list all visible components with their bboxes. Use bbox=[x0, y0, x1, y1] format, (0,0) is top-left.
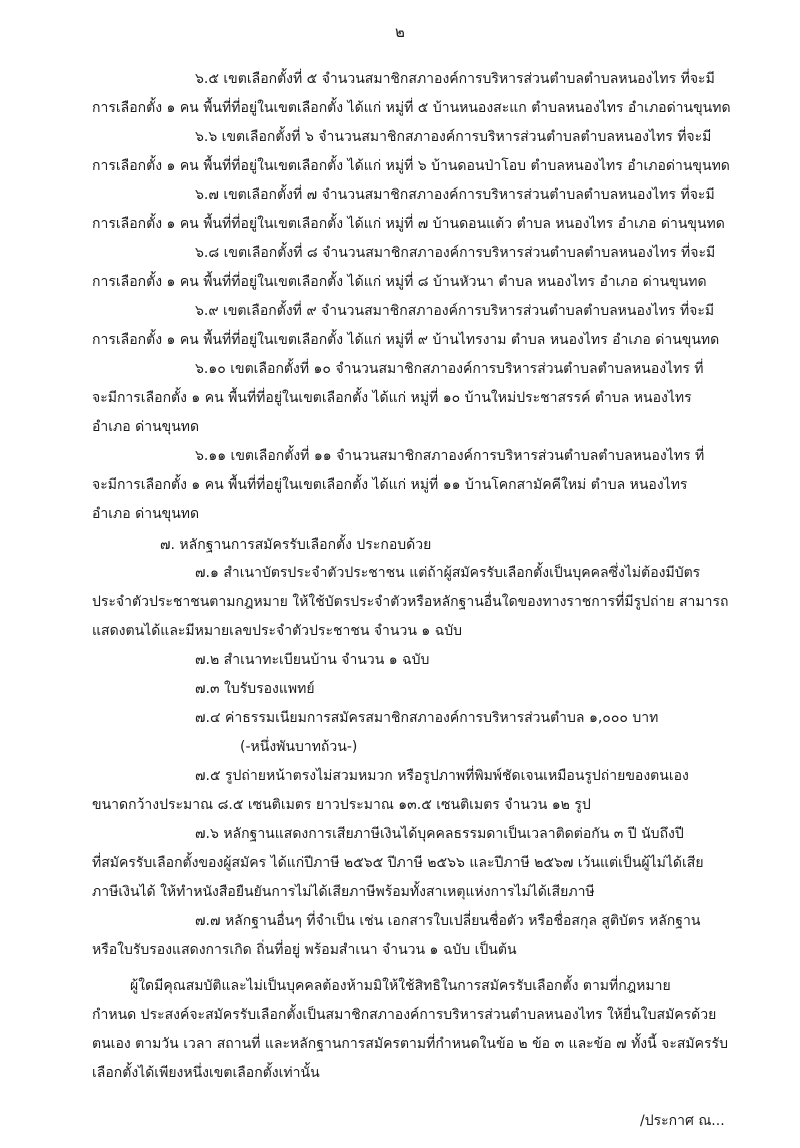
item-6-5-line-1: ๖.๕ เขตเลือกตั้งที่ ๕ จำนวนสมาชิกสภาองค์การบริหารส่วนตำบลตำบลหนองไทร ที่จะมี bbox=[195, 71, 715, 87]
item-6-10-line-1: ๖.๑๐ เขตเลือกตั้งที่ ๑๐ จำนวนสมาชิกสภาองค์การบริหารส่วนตำบลตำบลหนองไทร ที่ bbox=[195, 361, 704, 377]
item-6-9-line-1: ๖.๙ เขตเลือกตั้งที่ ๙ จำนวนสมาชิกสภาองค์การบริหารส่วนตำบลตำบลหนองไทร ที่จะมี bbox=[195, 303, 715, 319]
item-6-11-line-1: ๖.๑๑ เขตเลือกตั้งที่ ๑๑ จำนวนสมาชิกสภาองค์การบริหารส่วนตำบลตำบลหนองไทร ที่ bbox=[195, 448, 705, 464]
item-7-4-line-2: (-หนึ่งพันบาทถ้วน-) bbox=[240, 739, 358, 755]
item-6-5-line-2: การเลือกตั้ง ๑ คน พื้นที่ที่อยู่ในเขตเลือกตั้ง ได้แก่ หมู่ที่ ๕ บ้านหนองสะแก ตำบลหนองไทร อำเภอด่านขุนทด bbox=[92, 100, 731, 116]
item-6-8-line-2: การเลือกตั้ง ๑ คน พื้นที่ที่อยู่ในเขตเลือกตั้ง ได้แก่ หมู่ที่ ๘ บ้านหัวนา ตำบล หนองไทร อำเภอ ด่านขุนทด bbox=[92, 274, 707, 290]
item-6-7-line-2: การเลือกตั้ง ๑ คน พื้นที่ที่อยู่ในเขตเลือกตั้ง ได้แก่ หมู่ที่ ๗ บ้านดอนแต้ว ตำบล หนองไทร อำเภอ ด่านขุนทด bbox=[92, 216, 725, 232]
item-6-11-line-2: จะมีการเลือกตั้ง ๑ คน พื้นที่ที่อยู่ในเขตเลือกตั้ง ได้แก่ หมู่ที่ ๑๑ บ้านโคกสามัคคีใหม่ ตำบล หนองไทร bbox=[92, 477, 688, 493]
item-6-6-line-1: ๖.๖ เขตเลือกตั้งที่ ๖ จำนวนสมาชิกสภาองค์การบริหารส่วนตำบลตำบลหนองไทร ที่จะมี bbox=[195, 129, 712, 145]
item-7-1-line-2: ประจำตัวประชาชนตามกฎหมาย ให้ใช้บัตรประจำตัวหรือหลักฐานอื่นใดของทางราชการที่มีรูปถ่าย สามารถ bbox=[92, 594, 729, 610]
item-6-10-line-3: อำเภอ ด่านขุนทด bbox=[92, 419, 200, 435]
closing-line-4: เลือกตั้งได้เพียงหนึ่งเขตเลือกตั้งเท่านั้น bbox=[92, 1065, 320, 1081]
item-6-6-line-2: การเลือกตั้ง ๑ คน พื้นที่ที่อยู่ในเขตเลือกตั้ง ได้แก่ หมู่ที่ ๖ บ้านดอนป่าโอบ ตำบลหนองไทร อำเภอด่านขุนทด bbox=[92, 158, 730, 174]
item-7-1-line-3: แสดงตนได้และมีหมายเลขประจำตัวประชาชน จำนวน ๑ ฉบับ bbox=[92, 623, 463, 639]
continuation-note: /ประกาศ ณ... bbox=[640, 1113, 725, 1129]
item-7-2: ๗.๒ สำเนาทะเบียนบ้าน จำนวน ๑ ฉบับ bbox=[195, 652, 430, 668]
item-6-10-line-2: จะมีการเลือกตั้ง ๑ คน พื้นที่ที่อยู่ในเขตเลือกตั้ง ได้แก่ หมู่ที่ ๑๐ บ้านใหม่ประชาสรรค์ ตำบล หนองไทร bbox=[92, 390, 692, 406]
item-7-1-line-1: ๗.๑ สำเนาบัตรประจำตัวประชาชน แต่ถ้าผู้สมัครรับเลือกตั้งเป็นบุคคลซึ่งไม่ต้องมีบัตร bbox=[195, 565, 701, 581]
item-7-6-line-3: ภาษีเงินได้ ให้ทำหนังสือยืนยันการไม่ได้เสียภาษีพร้อมทั้งสาเหตุแห่งการไม่ได้เสียภาษี bbox=[92, 884, 595, 900]
page-number: ๒ bbox=[395, 23, 405, 41]
item-6-8-line-1: ๖.๘ เขตเลือกตั้งที่ ๘ จำนวนสมาชิกสภาองค์การบริหารส่วนตำบลตำบลหนองไทร ที่จะมี bbox=[195, 245, 716, 261]
item-7-5-line-1: ๗.๕ รูปถ่ายหน้าตรงไม่สวมหมวก หรือรูปภาพที่พิมพ์ชัดเจนเหมือนรูปถ่ายของตนเอง bbox=[195, 768, 689, 784]
item-7-5-line-2: ขนาดกว้างประมาณ ๘.๕ เซนติเมตร ยาวประมาณ ๑๓.๕ เซนติเมตร จำนวน ๑๒ รูป bbox=[92, 797, 591, 813]
item-7-6-line-1: ๗.๖ หลักฐานแสดงการเสียภาษีเงินได้บุคคลธรรมดาเป็นเวลาติดต่อกัน ๓ ปี นับถึงปี bbox=[195, 826, 684, 842]
item-6-11-line-3: อำเภอ ด่านขุนทด bbox=[92, 506, 200, 522]
item-7-4-line-1: ๗.๔ ค่าธรรมเนียมการสมัครสมาชิกสภาองค์การบริหารส่วนตำบล ๑,๐๐๐ บาท bbox=[195, 710, 659, 726]
section-7-heading: ๗. หลักฐานการสมัครรับเลือกตั้ง ประกอบด้วย bbox=[160, 537, 432, 553]
closing-line-1: ผู้ใดมีคุณสมบัติและไม่เป็นบุคคลต้องห้ามมิให้ใช้สิทธิในการสมัครรับเลือกตั้ง ตามที่กฎหมาย bbox=[130, 978, 671, 994]
item-7-6-line-2: ที่สมัครรับเลือกตั้งของผู้สมัคร ได้แก่ปีภาษี ๒๕๖๕ ปีภาษี ๒๕๖๖ และปีภาษี ๒๕๖๗ เว้นแต่เป็นผู้ไม่ได้เสีย bbox=[92, 855, 704, 871]
item-6-9-line-2: การเลือกตั้ง ๑ คน พื้นที่ที่อยู่ในเขตเลือกตั้ง ได้แก่ หมู่ที่ ๙ บ้านไทรงาม ตำบล หนองไทร อำเภอ ด่านขุนทด bbox=[92, 332, 720, 348]
item-7-3: ๗.๓ ใบรับรองแพทย์ bbox=[195, 681, 315, 697]
closing-line-2: กำหนด ประสงค์จะสมัครรับเลือกตั้งเป็นสมาชิกสภาองค์การบริหารส่วนตำบลหนองไทร ให้ยื่นใบสมัครด้วย bbox=[92, 1007, 717, 1023]
item-7-7-line-2: หรือใบรับรองแสดงการเกิด ถิ่นที่อยู่ พร้อมสำเนา จำนวน ๑ ฉบับ เป็นต้น bbox=[92, 942, 517, 958]
closing-line-3: ตนเอง ตามวัน เวลา สถานที่ และหลักฐานการสมัครตามที่กำหนดในข้อ ๒ ข้อ ๓ และข้อ ๗ ทั้งนี้ จะสมัครรับ bbox=[92, 1036, 728, 1052]
item-6-7-line-1: ๖.๗ เขตเลือกตั้งที่ ๗ จำนวนสมาชิกสภาองค์การบริหารส่วนตำบลตำบลหนองไทร ที่จะมี bbox=[195, 187, 715, 203]
item-7-7-line-1: ๗.๗ หลักฐานอื่นๆ ที่จำเป็น เช่น เอกสารใบเปลี่ยนชื่อตัว หรือชื่อสกุล สูติบัตร หลักฐาน bbox=[195, 913, 701, 929]
